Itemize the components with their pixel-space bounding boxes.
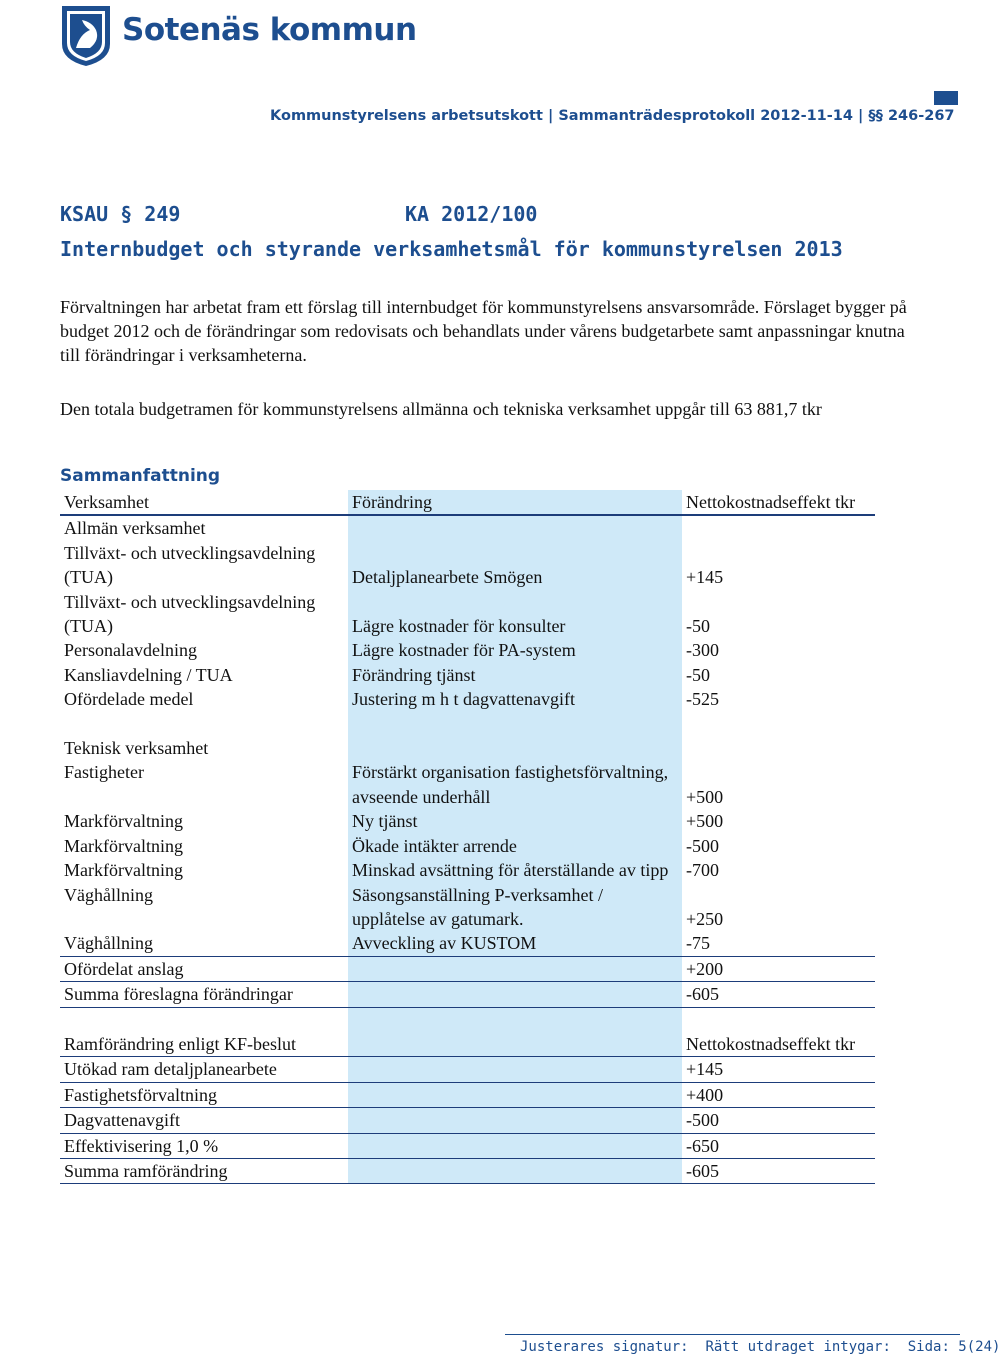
cell-verksamhet: Kansliavdelning / TUA — [64, 664, 233, 685]
table-row — [60, 809, 875, 833]
cell-nettokostnad: -500 — [686, 835, 719, 856]
cell-nettokostnad: +250 — [686, 908, 724, 929]
cell-verksamhet: Markförvaltning — [64, 860, 183, 881]
cell-verksamhet: Effektivisering 1,0 % — [60, 1133, 348, 1158]
cell-nettokostnad: -605 — [682, 982, 875, 1007]
footer-extract-label: Rätt utdraget intygar: — [705, 1339, 891, 1355]
logo-text: Sotenäs kommun — [122, 12, 417, 48]
table-row — [60, 883, 875, 932]
summary-heading: Sammanfattning — [60, 466, 221, 486]
cell-verksamhet: Summa föreslagna förändringar — [60, 982, 348, 1007]
header-org-title: Kommunstyrelsens arbetsutskott — [270, 108, 543, 124]
table-row — [60, 1108, 875, 1133]
cell-nettokostnad: -500 — [682, 1108, 875, 1133]
intro-paragraph: Förvaltningen har arbetat fram ett förslag till internbudget för kommunstyrelsens ansvarsområde. Förslaget bygger på budget 2012 och de förändringar som redovisats och behandlats under vårens budgetarbete samt anpassningar knutna till förändringar i verksamheterna. — [60, 297, 907, 365]
cell-verksamhet: Utökad ram detaljplanearbete — [60, 1057, 348, 1082]
cell-nettokostnad: -605 — [682, 1158, 875, 1183]
ka-number: KA 2012/100 — [405, 202, 538, 226]
cell-nettokostnad: +400 — [682, 1082, 875, 1107]
table-row — [60, 663, 875, 687]
table-row — [60, 712, 875, 736]
table-row — [60, 956, 875, 981]
table-row — [60, 736, 875, 760]
cell-verksamhet: Ofördelade medel — [64, 689, 194, 710]
cell-verksamhet: Fastigheter — [64, 762, 144, 783]
header-nettokostnad: Nettokostnadseffekt tkr — [682, 490, 875, 515]
table-header-row — [60, 490, 875, 515]
cell-verksamhet: Tillväxt- och utvecklingsavdelning (TUA) — [64, 591, 316, 637]
header-separator-2: | — [858, 108, 864, 124]
cell-forandring: Ny tjänst — [348, 809, 682, 833]
table-row — [60, 638, 875, 662]
header-accent-bar — [934, 91, 958, 105]
cell-nettokostnad — [682, 736, 875, 760]
cell-forandring — [348, 736, 682, 760]
cell-nettokostnad: +500 — [686, 811, 724, 832]
ksau-number: KSAU § 249 — [60, 202, 181, 226]
cell-verksamhet: Dagvattenavgift — [60, 1108, 348, 1133]
page-footer — [520, 1339, 1000, 1355]
header-protocol: Sammanträdesprotokoll — [558, 108, 756, 124]
footer-signature-label: Justerares signatur: — [520, 1339, 689, 1355]
cell-forandring: Förstärkt organisation fastighetsförvaltning, avseende underhåll — [348, 760, 682, 809]
table-row — [60, 931, 875, 956]
cell-verksamhet: Teknisk verksamhet — [64, 738, 209, 759]
cell-verksamhet: Väghållning — [60, 931, 348, 956]
cell-forandring — [348, 1057, 682, 1082]
header-paragraphs: §§ 246-267 — [868, 108, 955, 124]
cell-verksamhet: Väghållning — [64, 884, 153, 905]
header-verksamhet: Verksamhet — [60, 490, 348, 515]
budget-paragraph: Den totala budgetramen för kommunstyrelsens allmänna och tekniska verksamhet uppgår till 63 881,7 tkr — [60, 399, 822, 419]
footer-page-label: Sida: 5(24) — [907, 1339, 1000, 1355]
cell-forandring: Avveckling av KUSTOM — [348, 931, 682, 956]
table-row — [60, 1158, 875, 1183]
cell-forandring — [348, 1082, 682, 1107]
cell-nettokostnad: +145 — [682, 1057, 875, 1082]
cell-forandring: Lägre kostnader för PA-system — [348, 638, 682, 662]
table-row — [60, 590, 875, 639]
table-row — [60, 982, 875, 1007]
cell-forandring: Förändring tjänst — [348, 663, 682, 687]
header-date: 2012-11-14 — [760, 108, 853, 124]
cell-verksamhet: Fastighetsförvaltning — [60, 1082, 348, 1107]
protocol-header — [270, 108, 960, 124]
table-row — [60, 1007, 875, 1032]
cell-forandring: Detaljplanearbete Smögen — [348, 541, 682, 590]
cell-verksamhet: Ramförändring enligt KF-beslut — [60, 1032, 348, 1057]
cell-forandring: Justering m h t dagvattenavgift — [348, 687, 682, 711]
cell-forandring: Lägre kostnader för konsulter — [348, 590, 682, 639]
cell-forandring — [348, 1133, 682, 1158]
table-row — [60, 541, 875, 590]
cell-verksamhet: Tillväxt- och utvecklingsavdelning (TUA) — [64, 542, 316, 588]
sotenas-logo-icon — [60, 4, 112, 68]
cell-verksamhet: Ofördelat anslag — [60, 956, 348, 981]
header-forandring: Förändring — [348, 490, 682, 515]
table-row — [60, 1057, 875, 1082]
cell-nettokostnad — [682, 1007, 875, 1032]
cell-nettokostnad: -650 — [682, 1133, 875, 1158]
cell-verksamhet: Allmän verksamhet — [64, 518, 206, 539]
header-separator: | — [547, 108, 554, 124]
cell-forandring — [348, 1108, 682, 1133]
table-row — [60, 760, 875, 809]
footer-divider — [505, 1334, 960, 1335]
cell-forandring: Ökade intäkter arrende — [348, 834, 682, 858]
cell-verksamhet: Markförvaltning — [64, 835, 183, 856]
table-row — [60, 834, 875, 858]
summary-table-wrapper — [60, 490, 875, 1184]
cell-nettokostnad: -525 — [686, 689, 719, 710]
page-title: Internbudget och styrande verksamhetsmål för kommunstyrelsen 2013 — [60, 237, 843, 261]
cell-nettokostnad: -75 — [682, 931, 875, 956]
cell-verksamhet: Summa ramförändring — [60, 1158, 348, 1183]
cell-forandring — [348, 1007, 682, 1032]
cell-nettokostnad: -50 — [686, 616, 710, 637]
cell-nettokostnad: -300 — [686, 640, 719, 661]
cell-forandring — [348, 956, 682, 981]
table-row — [60, 1082, 875, 1107]
table-row — [60, 1032, 875, 1057]
cell-verksamhet — [60, 712, 348, 736]
table-row — [60, 515, 875, 540]
cell-verksamhet — [60, 1007, 348, 1032]
cell-nettokostnad: Nettokostnadseffekt tkr — [682, 1032, 875, 1057]
cell-verksamhet: Markförvaltning — [64, 811, 183, 832]
cell-forandring — [348, 982, 682, 1007]
cell-forandring — [348, 1032, 682, 1057]
cell-forandring: Säsongsanställning P-verksamhet / upplåtelse av gatumark. — [348, 883, 682, 932]
table-row — [60, 858, 875, 882]
cell-nettokostnad: -50 — [686, 664, 710, 685]
cell-forandring: Minskad avsättning för återställande av tipp — [348, 858, 682, 882]
cell-nettokostnad: +200 — [682, 956, 875, 981]
cell-nettokostnad — [682, 515, 875, 540]
cell-verksamhet: Personalavdelning — [64, 640, 197, 661]
cell-nettokostnad: +145 — [686, 567, 724, 588]
case-reference — [60, 202, 920, 226]
cell-forandring — [348, 1158, 682, 1183]
table-row — [60, 687, 875, 711]
cell-forandring — [348, 515, 682, 540]
cell-nettokostnad: +500 — [686, 786, 724, 807]
cell-forandring — [348, 712, 682, 736]
table-row — [60, 1133, 875, 1158]
cell-nettokostnad: -700 — [686, 860, 719, 881]
cell-nettokostnad — [682, 712, 875, 736]
summary-table — [60, 490, 875, 1184]
